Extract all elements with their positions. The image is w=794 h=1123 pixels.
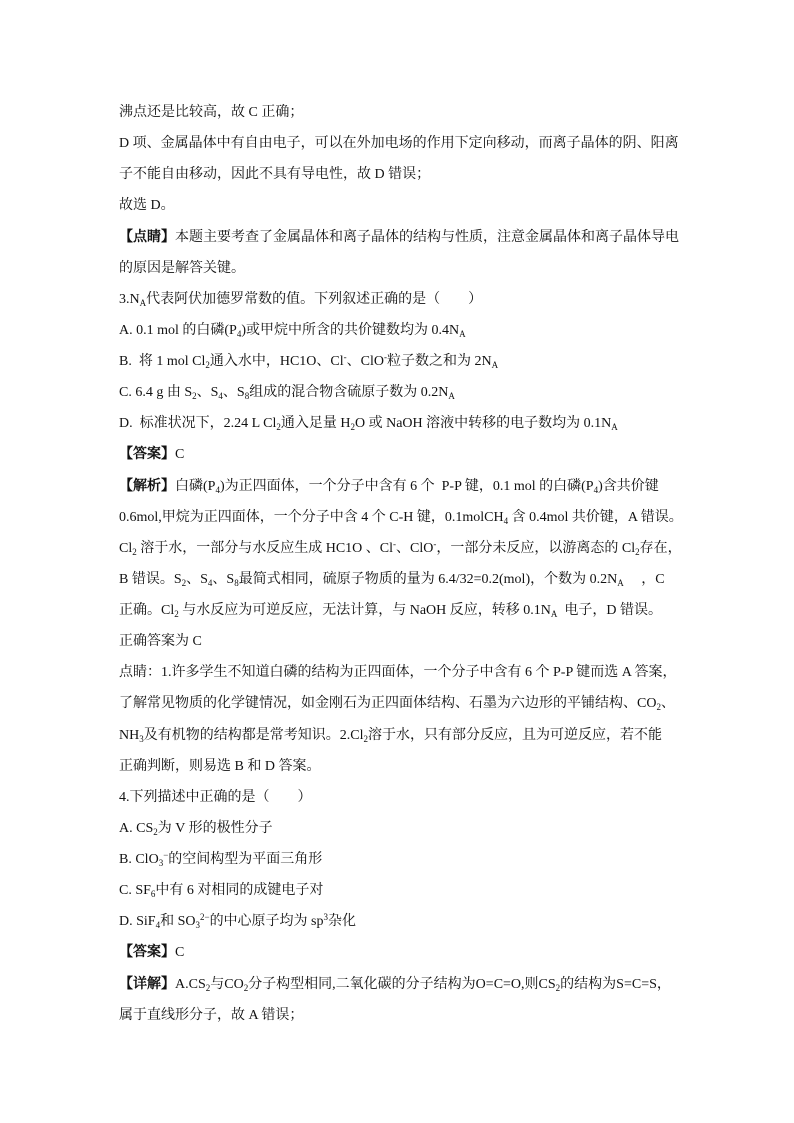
- text-line: [119, 284, 719, 315]
- text-run: 的原因是解答关键。: [119, 260, 245, 276]
- text-run: A. CS: [119, 820, 154, 836]
- text-run: 本题主要考查了金属晶体和离子晶体的结构与性质，注意金属晶体和离子晶体导电: [175, 229, 679, 245]
- subscript: 2: [205, 982, 211, 993]
- text-run: 粒子数之和为 2N: [387, 354, 492, 369]
- text-run: 、S: [222, 385, 245, 401]
- text-run: 为 V 形的极性分子: [157, 820, 273, 836]
- text-line: [119, 906, 719, 937]
- text-line: [119, 720, 719, 751]
- superscript: 2−: [199, 912, 210, 923]
- text-run: 的结构为S=C=S，: [560, 976, 671, 992]
- text-run: 中有 6 对相同的成键电子对: [155, 883, 324, 899]
- text-line: [119, 969, 719, 1000]
- text-run: )为正四面体，一个分子中含有 6 个 P-P 键，0.1 mol 的白磷(P: [219, 478, 594, 494]
- superscript: -: [393, 538, 397, 549]
- subscript: A: [139, 297, 147, 308]
- subscript: 4: [503, 515, 509, 526]
- subscript: 2: [174, 609, 179, 619]
- text-line: [119, 782, 719, 813]
- text-run: 了解常见物质的化学键情况，如金刚石为正四面体结构、石墨为六边形的平铺结构、CO: [119, 696, 657, 712]
- subscript: 4: [593, 484, 599, 495]
- text-run: D. SiF: [119, 914, 156, 930]
- text-line: [119, 657, 719, 688]
- subscript: 2: [181, 577, 187, 588]
- text-line: [119, 533, 719, 564]
- text-run: 含 0.4mol 共价键，A 错误。: [508, 509, 683, 525]
- subscript: A: [617, 577, 624, 588]
- text-run: 存在，: [639, 540, 682, 556]
- superscript: -: [433, 538, 437, 549]
- text-run: 、: [660, 696, 675, 712]
- text-run: 正确。Cl: [119, 603, 175, 618]
- text-line: [119, 626, 719, 657]
- text-line: [119, 1000, 719, 1031]
- subscript: 4: [215, 484, 220, 495]
- text-run: 正确答案为 C: [119, 634, 202, 650]
- text-run: Cl: [119, 540, 133, 556]
- text-run: 及有机物的结构都是常考知识。2.Cl: [143, 727, 364, 743]
- text-line: [119, 813, 719, 844]
- text-run: NH: [119, 727, 140, 743]
- text-run: A.CS: [175, 976, 206, 992]
- text-line: [119, 159, 719, 190]
- text-line: [119, 253, 719, 284]
- text-run: 属于直线形分子，故 A 错误；: [119, 1007, 304, 1023]
- text-line: [119, 377, 719, 408]
- text-run: 与CO: [210, 976, 244, 992]
- text-run: 电子，D 错误。: [557, 603, 663, 618]
- text-run: 正确判断，则易选 B 和 D 答案。: [119, 758, 321, 774]
- subscript: 8: [244, 391, 250, 402]
- text-run: 、ClO: [346, 354, 384, 369]
- subscript: 2: [153, 826, 158, 837]
- section-label: 【答案】: [119, 945, 175, 961]
- text-run: B 错误。S: [119, 571, 182, 587]
- text-run: ，C: [623, 571, 665, 587]
- subscript: 2: [276, 422, 281, 433]
- text-run: 白磷(P: [175, 478, 216, 494]
- superscript: −: [163, 850, 169, 860]
- text-line: [119, 190, 719, 221]
- subscript: 3: [158, 858, 164, 868]
- superscript: -: [343, 352, 347, 362]
- text-run: 溶于水，一部分与水反应生成 HC1O 、Cl: [136, 540, 394, 556]
- subscript: 2: [350, 422, 355, 433]
- subscript: 2: [635, 546, 640, 557]
- text-line: [119, 502, 719, 533]
- text-run: 3.N: [119, 291, 140, 307]
- subscript: 2: [555, 982, 561, 993]
- subscript: A: [459, 328, 466, 339]
- subscript: 6: [150, 889, 156, 900]
- subscript: 3: [139, 733, 144, 744]
- subscript: A: [550, 609, 558, 619]
- superscript: -: [384, 352, 387, 362]
- section-label: 【答案】: [119, 447, 175, 463]
- text-run: 最简式相同，硫原子物质的量为 6.4/32=0.2(mol)，个数为 0.2N: [238, 571, 618, 587]
- subscript: A: [491, 360, 499, 370]
- text-line: [119, 439, 719, 470]
- text-line: [119, 128, 719, 159]
- text-line: [119, 595, 719, 626]
- text-run: 溶于水，只有部分反应，且为可逆反应，若不能: [367, 727, 662, 743]
- text-run: 通入水中，HC1O、Cl: [209, 354, 344, 369]
- text-line: [119, 751, 719, 782]
- text-line: [119, 937, 719, 968]
- text-run: 0.6mol,甲烷为正四面体，一个分子中含 4 个 C-H 键，0.1molCH: [119, 509, 504, 525]
- text-run: C. SF: [119, 883, 151, 899]
- subscript: 4: [236, 328, 242, 339]
- section-label: 【详解】: [119, 976, 175, 992]
- text-line: [119, 875, 719, 906]
- text-run: 沸点还是比较高，故 C 正确；: [119, 105, 304, 120]
- subscript: 2: [656, 702, 661, 713]
- text-line: [119, 688, 719, 719]
- text-run: D. 标准状况下，2.24 L Cl: [119, 416, 277, 432]
- text-run: C: [175, 945, 185, 961]
- text-run: 分子构型相同,二氧化碳的分子结构为O=C=O,则CS: [248, 976, 556, 992]
- text-line: [119, 222, 719, 253]
- section-label: 【解析】: [119, 478, 175, 494]
- text-run: C. 6.4 g 由 S: [119, 385, 193, 401]
- subscript: A: [448, 391, 455, 402]
- text-line: [119, 408, 719, 439]
- text-run: 和 SO: [160, 914, 196, 930]
- text-run: 故选 D。: [119, 198, 175, 214]
- text-run: )或甲烷中所含的共价键数均为 0.4N: [241, 322, 460, 338]
- text-run: C: [175, 447, 185, 463]
- subscript: 2: [205, 360, 210, 370]
- text-line: [119, 97, 719, 128]
- text-run: O 或 NaOH 溶液中转移的电子数均为 0.1N: [355, 416, 612, 432]
- text-run: 的空间构型为平面三角形: [168, 852, 323, 867]
- text-run: 4.下列描述中正确的是（ ）: [119, 789, 312, 805]
- text-run: A. 0.1 mol 的白磷(P: [119, 322, 237, 338]
- text-run: 代表阿伏加德罗常数的值。下列叙述正确的是（ ）: [146, 291, 483, 307]
- text-run: 的中心原子均为 sp: [209, 914, 324, 930]
- text-run: 与水反应为可逆反应，无法计算，与 NaOH 反应，转移 0.1N: [178, 603, 551, 618]
- text-run: )含共价键: [598, 478, 659, 494]
- text-line: [119, 844, 719, 875]
- text-run: 子不能自由移动，因此不具有导电性，故 D 错误；: [119, 167, 431, 183]
- text-run: 点睛：1.许多学生不知道白磷的结构为正四面体，一个分子中含有 6 个 P-P 键而选 A 答案，: [119, 665, 677, 681]
- subscript: 2: [132, 546, 137, 557]
- text-run: 、S: [212, 571, 235, 587]
- text-line: [119, 315, 719, 346]
- text-run: D 项、金属晶体中有自由电子，可以在外加电场的作用下定向移动，而离子晶体的阴、阳离: [119, 136, 679, 152]
- text-line: [119, 471, 719, 502]
- document-body: [119, 97, 719, 1031]
- text-run: B. 将 1 mol Cl: [119, 354, 206, 369]
- subscript: 8: [234, 577, 239, 588]
- text-run: 、S: [196, 385, 219, 401]
- text-line: [119, 564, 719, 595]
- subscript: 4: [207, 577, 213, 588]
- text-run: ，一部分未反应，以游离态的 Cl: [436, 540, 636, 556]
- text-run: 组成的混合物含硫原子数为 0.2N: [249, 385, 449, 401]
- subscript: 3: [195, 920, 200, 931]
- superscript: 3: [323, 912, 329, 923]
- subscript: 2: [243, 982, 249, 993]
- text-run: 杂化: [328, 914, 357, 930]
- text-run: B. ClO: [119, 852, 159, 867]
- subscript: 2: [192, 391, 197, 402]
- text-line: [119, 346, 719, 377]
- text-run: 通入足量 H: [280, 416, 351, 432]
- subscript: 4: [218, 391, 223, 402]
- text-run: 、S: [186, 571, 208, 587]
- subscript: 4: [155, 920, 161, 931]
- subscript: 2: [363, 733, 368, 744]
- text-run: 、ClO: [396, 540, 434, 556]
- subscript: A: [611, 422, 618, 433]
- section-label: 【点睛】: [119, 229, 175, 245]
